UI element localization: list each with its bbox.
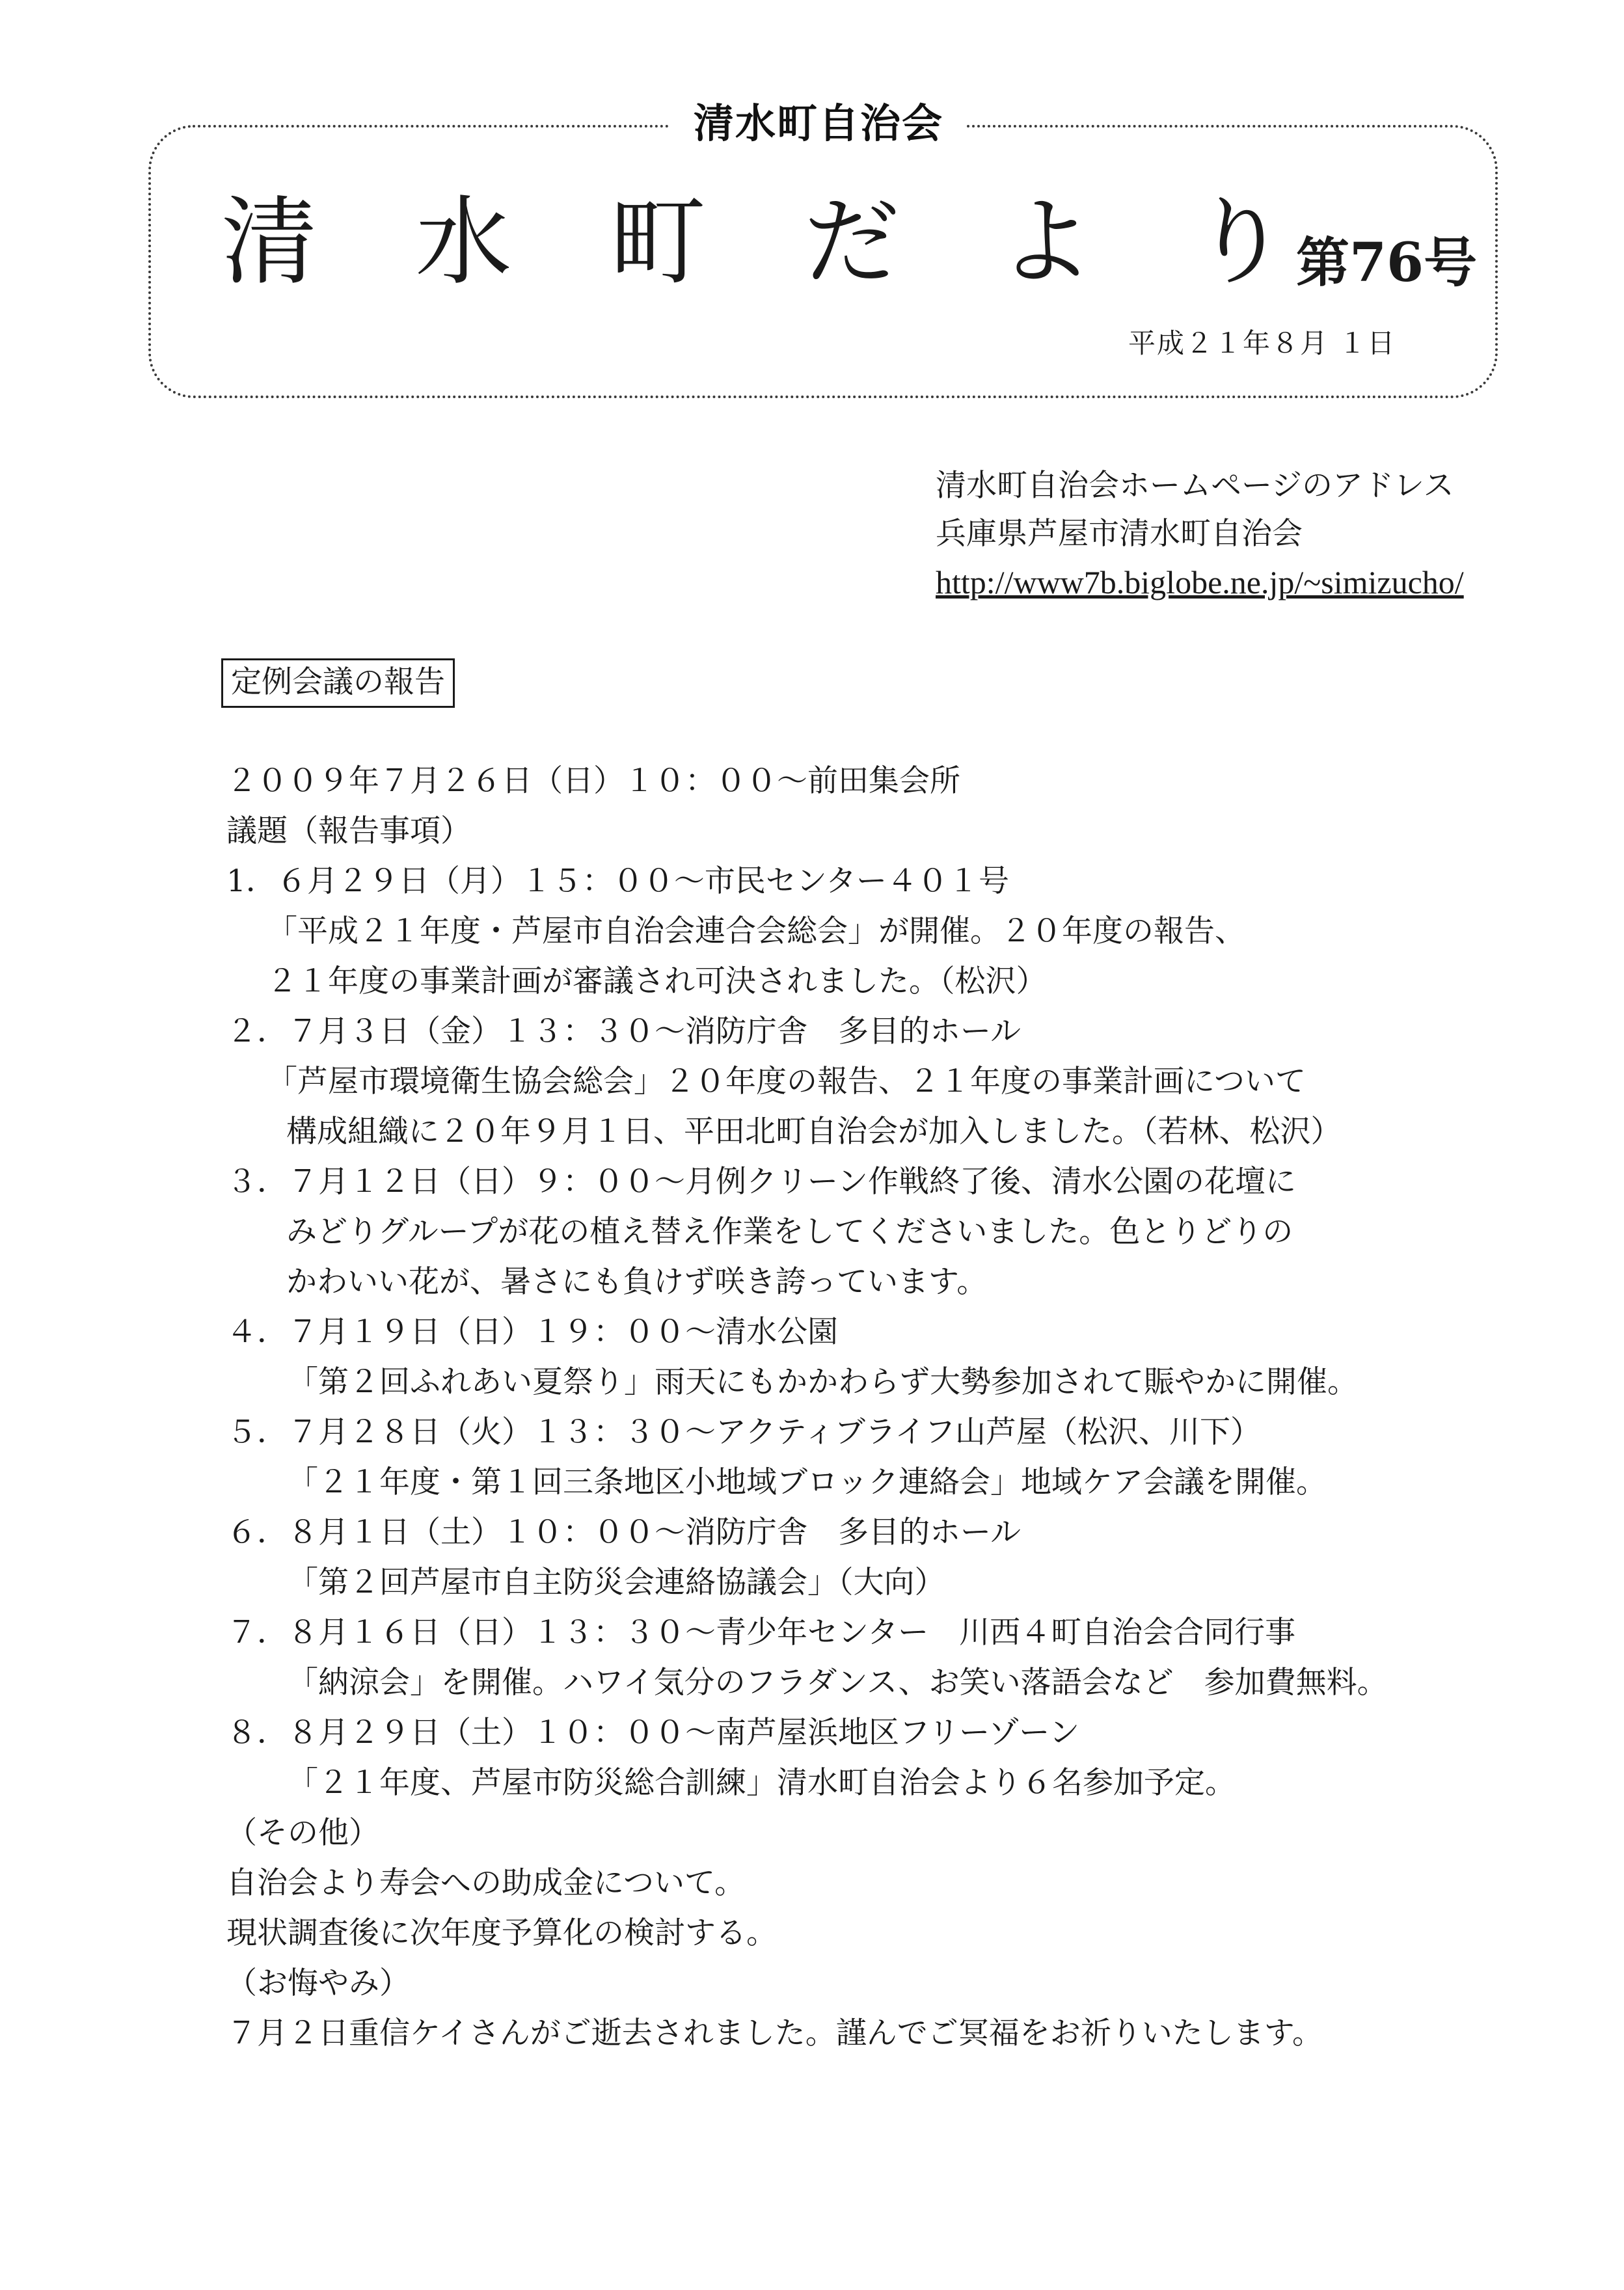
agenda-item-detail: 「納涼会」を開催。ハワイ気分のフラダンス、お笑い落語会など 参加費無料。 (288, 1665, 1388, 1701)
agenda-item-head: ３．７月１２日（日）９：００～月例クリーン作戦終了後、清水公園の花壇に (226, 1164, 1297, 1200)
website-caption: 清水町自治会ホームページのアドレス (936, 468, 1454, 504)
agenda-item (226, 1507, 1463, 1608)
title-char: り (1191, 186, 1288, 298)
other-label: （その他） (226, 1815, 379, 1851)
agenda-item-head: ４．７月１９日（日）１９：００～清水公園 (226, 1314, 838, 1350)
agenda-item-head: ５．７月２８日（火）１３：３０～アクティブライフ山芦屋（松沢、川下） (226, 1414, 1262, 1450)
title-char: 水 (415, 186, 512, 298)
agenda-item-detail: かわいい花が、暑さにも負けず咲き誇っています。 (286, 1264, 988, 1300)
agenda-item-head: 1．６月２９日（月）１５：００～市民センター４０１号 (226, 863, 1010, 899)
agenda-item (226, 1407, 1463, 1507)
section-heading: 定例会議の報告 (221, 658, 455, 708)
agenda-item (226, 1307, 1463, 1407)
agenda-item-detail: 「平成２１年度・芦屋市自治会連合会総会」が開催。２０年度の報告、 (267, 913, 1245, 949)
agenda-item-detail: 「２１年度、芦屋市防災総合訓練」清水町自治会より６名参加予定。 (288, 1765, 1236, 1801)
other-detail: 自治会より寿会への助成金について。 (226, 1865, 746, 1901)
homepage-link[interactable]: http://www7b.biglobe.ne.jp/~simizucho/ (936, 564, 1464, 600)
organization-full-name: 兵庫県芦屋市清水町自治会 (936, 516, 1303, 552)
agenda-item-detail: 「第２回芦屋市自主防災会連絡協議会」（大向） (288, 1565, 945, 1600)
title-char: 町 (609, 186, 706, 298)
meeting-info: ２００９年７月２６日（日）１０：００～前田集会所 (226, 763, 960, 799)
title-char: 清 (221, 186, 318, 298)
agenda-item-detail: 「芦屋市環境衛生協会総会」２０年度の報告、２１年度の事業計画について (267, 1064, 1306, 1099)
agenda-label: 議題（報告事項） (226, 813, 471, 849)
agenda-item-head: ２．７月３日（金）１３：３０～消防庁舎 多目的ホール (226, 1014, 1022, 1049)
agenda-item (226, 1608, 1463, 1708)
agenda-item-detail: 構成組織に２０年９月１日、平田北町自治会が加入しました。（若林、松沢） (286, 1114, 1342, 1150)
other-detail: 現状調査後に次年度予算化の検討する。 (226, 1915, 777, 1951)
organization-name: 清水町自治会 (670, 98, 967, 150)
agenda-item-detail: 「第２回ふれあい夏祭り」雨天にもかかわらず大勢参加されて賑やかに開催。 (288, 1364, 1358, 1400)
condolence-label: （お悔やみ） (226, 1965, 410, 2001)
website-info (936, 462, 1508, 606)
agenda-item (226, 1157, 1463, 1307)
agenda-item-detail: 「２１年度・第１回三条地区小地域ブロック連絡会」地域ケア会議を開催。 (288, 1464, 1327, 1500)
agenda-item-detail: ２１年度の事業計画が審議され可決されました。（松沢） (267, 963, 1047, 999)
issue-date: 平成２１年８月 １日 (1128, 327, 1396, 359)
agenda-item-head: ６．８月１日（土）１０：００～消防庁舎 多目的ホール (226, 1515, 1022, 1550)
agenda-item-head: ８．８月２９日（土）１０：００～南芦屋浜地区フリーゾーン (226, 1715, 1080, 1751)
title-char: だ (804, 186, 900, 298)
agenda-item (226, 856, 1463, 1006)
agenda-item (226, 1708, 1463, 1808)
title-char: よ (997, 186, 1094, 298)
report-body (226, 756, 1463, 2058)
agenda-item-head: ７．８月１６日（日）１３：３０～青少年センター 川西４町自治会合同行事 (226, 1615, 1296, 1650)
condolence-text: ７月２日重信ケイさんがご逝去されました。謹んでご冥福をお祈りいたします。 (226, 2015, 1323, 2051)
issue-number: 第76号 (1296, 232, 1478, 294)
newsletter-title (221, 183, 1288, 301)
agenda-item (226, 1006, 1463, 1157)
agenda-item-detail: みどりグループが花の植え替え作業をしてくださいました。色とりどりの (286, 1214, 1293, 1250)
